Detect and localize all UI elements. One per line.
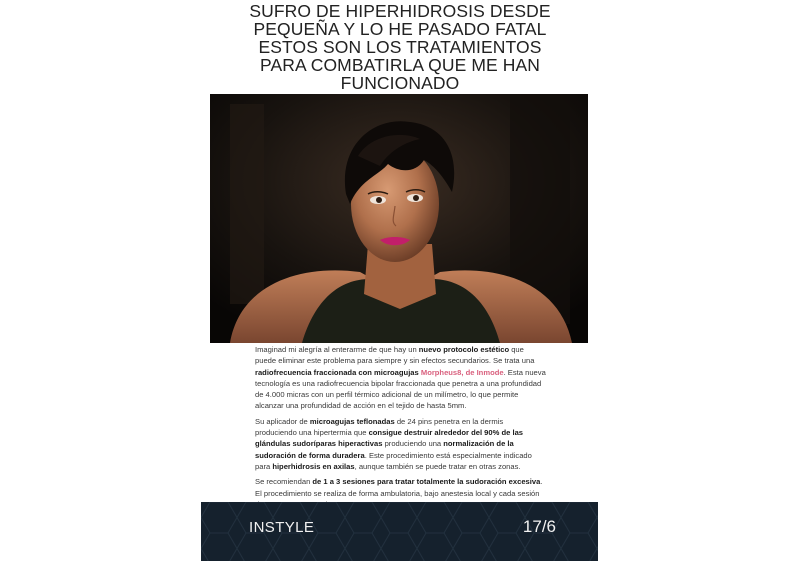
text-run: . Este procedimiento está especialmente indicado para — [255, 450, 532, 471]
portrait-photo-icon — [210, 94, 588, 343]
page-footer — [201, 502, 598, 561]
text-run: que puede eliminar este problema para siempre y sin efectos secundarios. Se trata una — [255, 345, 535, 366]
article-body — [255, 344, 547, 514]
bold-text: normalización de la sudoración de forma duradera — [255, 439, 514, 460]
bold-text: radiofrecuencia fraccionada con microagujas — [255, 367, 419, 377]
brand-link[interactable]: Morpheus8, de Inmode — [420, 367, 504, 377]
magazine-name: INSTYLE — [249, 519, 315, 536]
text-run: . El procedimiento se realiza de forma ambulatoria, bajo anestesia local y cada sesión — [255, 477, 543, 498]
bold-text: de 1 a 3 sesiones para tratar totalmente la sudoración excesiva — [312, 477, 541, 487]
article-photo — [210, 94, 588, 343]
text-run: Su aplicador de — [255, 416, 310, 426]
text-run: de 24 pins penetra en la dermis produciendo una hipertermia que — [255, 416, 504, 438]
bold-text: nuevo protocolo estético — [418, 345, 510, 354]
bold-text: hiperhidrosis en axilas — [272, 461, 355, 471]
text-run: produciendo una — [382, 439, 444, 449]
bold-text: microagujas teflonadas — [309, 416, 395, 426]
text-run: , aunque también se puede tratar en otras zonas. — [354, 461, 521, 471]
page-number: 17/6 — [522, 517, 556, 536]
bold-text: consigue destruir alrededor del 90% de las glándulas sudoríparas hiperactivas — [255, 428, 524, 449]
text-run: Imaginad mi alegría al enterarme de que hay un — [255, 345, 419, 354]
text-run: Se recomiendan — [255, 477, 313, 487]
article-headline: SUFRO DE HIPERHIDROSIS DESDE PEQUEÑA Y LO HE PASADO FATAL ESTOS SON LOS TRATAMIENTOS PARA COMBATIRLA QUE ME HAN FUNCIONADO — [249, 1, 551, 93]
body-paragraph — [255, 416, 547, 472]
text-run: . Esta nueva tecnología es una radiofrecuencia bipolar fraccionada que penetra a una profundidad de 4.000 micras con un perfil térmico adicional de un milímetro, lo que permite alcanzar una profundidad de acción en el tejido de hasta 5mm. — [255, 367, 546, 411]
body-paragraph — [255, 344, 547, 412]
